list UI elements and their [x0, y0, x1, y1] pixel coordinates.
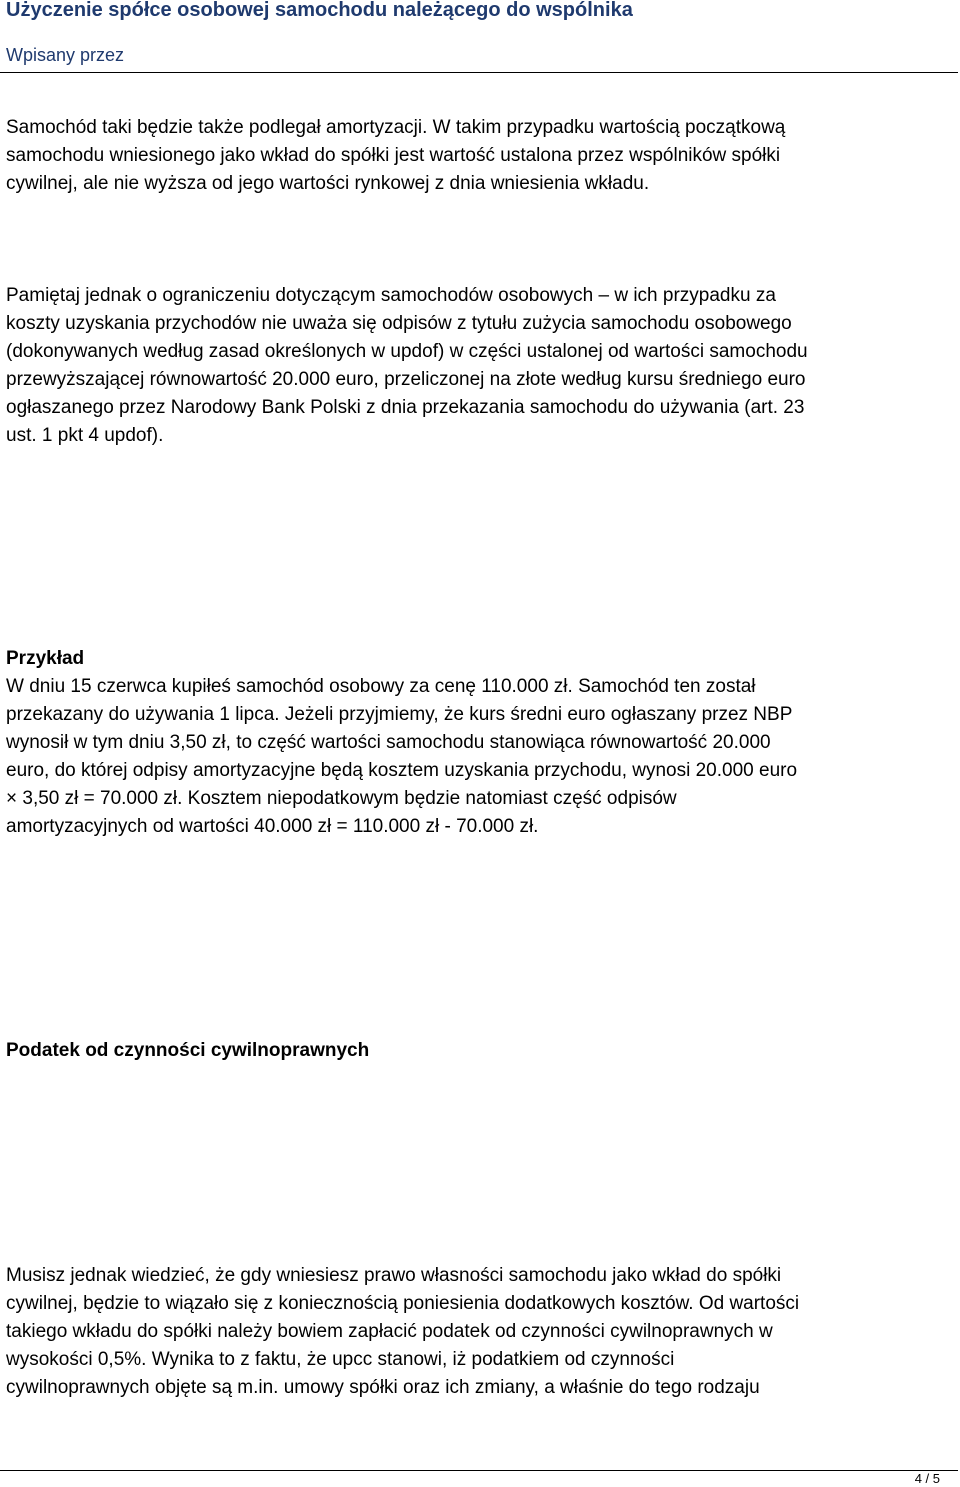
paragraph-line: Samochód taki będzie także podlegał amortyzacji. W takim przypadku wartością początkową [6, 117, 786, 138]
byline: Wpisany przez [6, 45, 125, 65]
paragraph-line: wynosił w tym dniu 3,50 zł, to część wartości samochodu stanowiąca równowartość 20.000 [6, 732, 771, 753]
paragraph-example [6, 673, 954, 841]
paragraph-line: takiego wkładu do spółki należy bowiem zapłacić podatek od czynności cywilnoprawnych w [6, 1321, 773, 1342]
paragraph-line: W dniu 15 czerwca kupiłeś samochód osobowy za cenę 110.000 zł. Samochód ten został [6, 676, 756, 697]
paragraph-line: × 3,50 zł = 70.000 zł. Kosztem niepodatkowym będzie natomiast część odpisów [6, 788, 677, 809]
paragraph-line: cywilnej, ale nie wyższa od jego wartości rynkowej z dnia wniesienia wkładu. [6, 173, 650, 194]
paragraph-line: euro, do której odpisy amortyzacyjne będą kosztem uzyskania przychodu, wynosi 20.000 euro [6, 760, 798, 781]
paragraph-line: koszty uzyskania przychodów nie uważa się odpisów z tytułu zużycia samochodu osobowego [6, 313, 792, 334]
paragraph-line: cywilnoprawnych objęte są m.in. umowy spółki oraz ich zmiany, a właśnie do tego rodzaju [6, 1377, 760, 1398]
paragraph-line: Musisz jednak wiedzieć, że gdy wniesiesz prawo własności samochodu jako wkład do spółki [6, 1265, 782, 1286]
paragraph-pcc-tax [6, 1262, 954, 1402]
paragraph-amortization [6, 114, 954, 198]
paragraph-line: (dokonywanych według zasad określonych w updof) w części ustalonej od wartości samochodu [6, 341, 808, 362]
page-number: 4 / 5 [914, 1471, 940, 1486]
section-heading-pcc: Podatek od czynności cywilnoprawnych [6, 1040, 370, 1061]
paragraph-line: przewyższającej równowartość 20.000 euro, przeliczonej na złote według kursu średniego euro [6, 369, 806, 390]
paragraph-line: przekazany do używania 1 lipca. Jeżeli przyjmiemy, że kurs średni euro ogłaszany przez NBP [6, 704, 793, 725]
header-divider [0, 72, 958, 73]
paragraph-line: amortyzacyjnych od wartości 40.000 zł = 110.000 zł - 70.000 zł. [6, 816, 539, 837]
paragraph-line: wysokości 0,5%. Wynika to z faktu, że upcc stanowi, iż podatkiem od czynności [6, 1349, 675, 1370]
paragraph-line: Pamiętaj jednak o ograniczeniu dotyczącym samochodów osobowych – w ich przypadku za [6, 285, 776, 306]
paragraph-limit [6, 282, 954, 450]
paragraph-line: ogłaszanego przez Narodowy Bank Polski z dnia przekazania samochodu do używania (art. 23 [6, 397, 805, 418]
paragraph-line: ust. 1 pkt 4 updof). [6, 425, 164, 446]
paragraph-line: samochodu wniesionego jako wkład do spółki jest wartość ustalona przez wspólników spółki [6, 145, 781, 166]
footer-divider [0, 1470, 958, 1471]
example-heading: Przykład [6, 648, 85, 669]
document-title: Użyczenie spółce osobowej samochodu należącego do wspólnika [6, 0, 633, 21]
paragraph-line: cywilnej, będzie to wiązało się z koniecznością poniesienia dodatkowych kosztów. Od wartości [6, 1293, 800, 1314]
